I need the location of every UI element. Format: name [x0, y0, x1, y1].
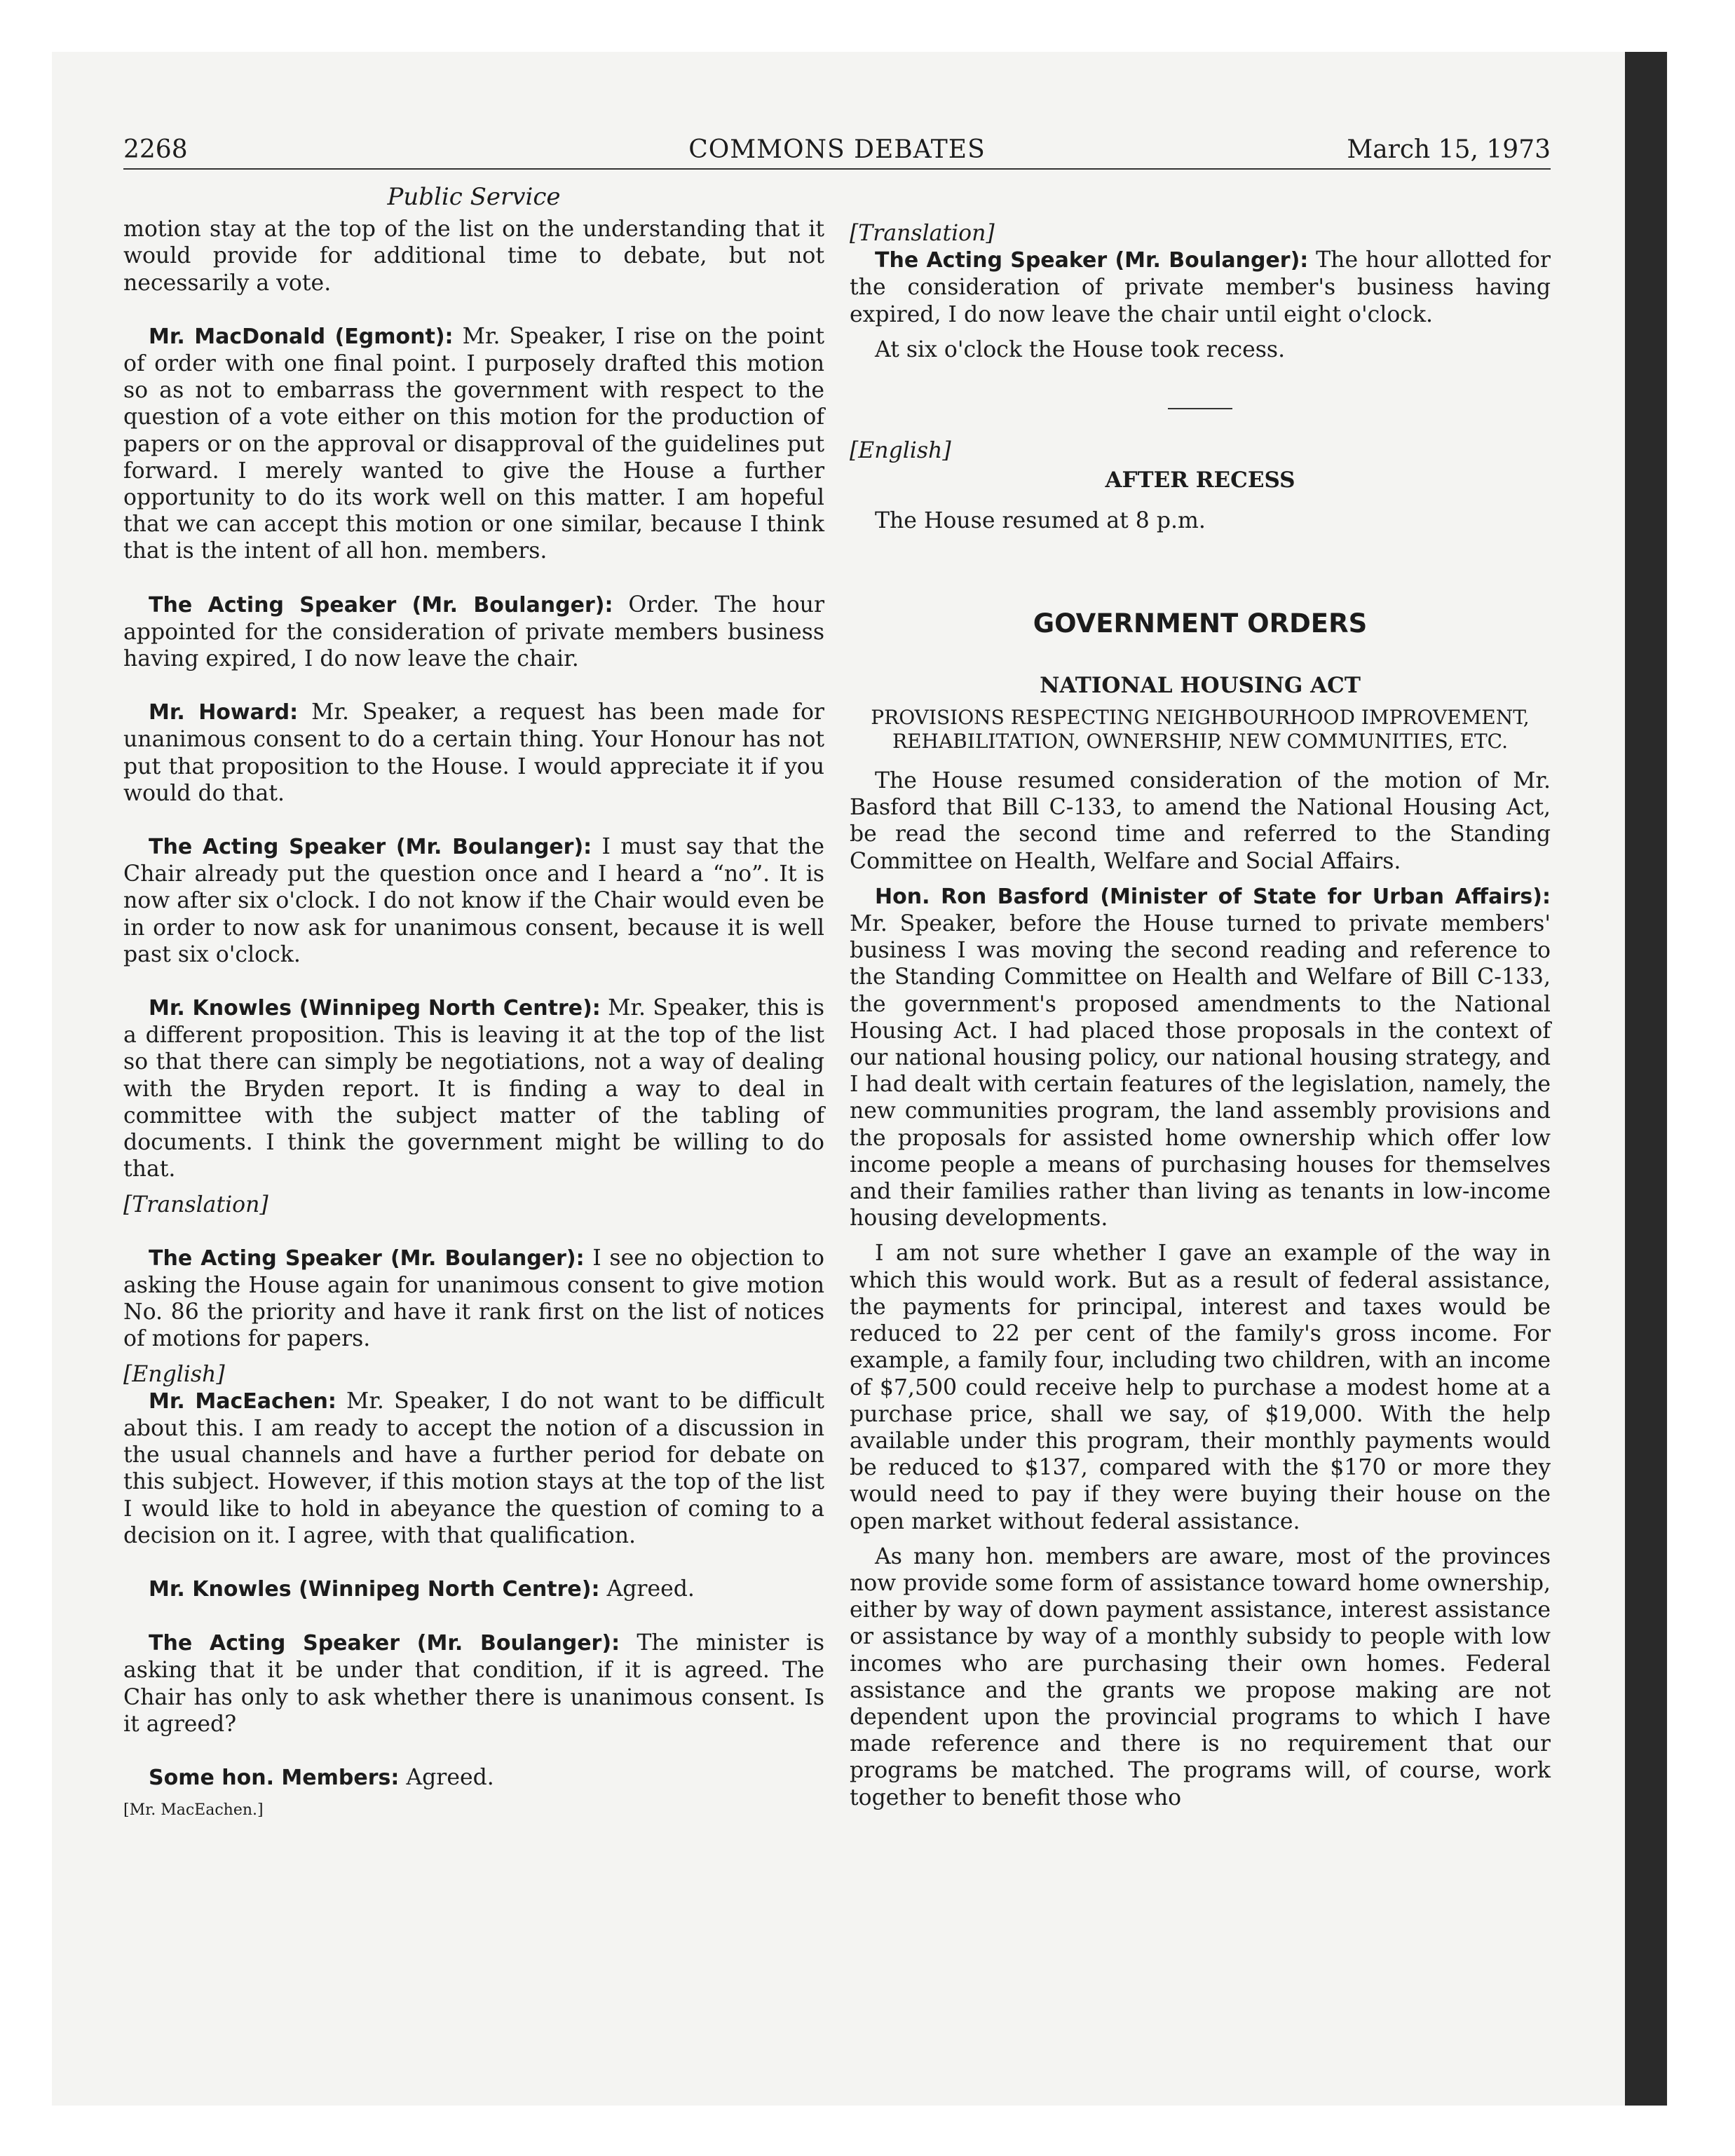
running-head: Public Service: [387, 183, 561, 211]
speech: [850, 247, 1551, 328]
page-header: [123, 132, 1551, 170]
paragraph: As many hon. members are aware, most of the provinces now provide some form of assistance toward home ownership, either by way of down payment assistance, interest assistance or assistance by way of a monthly subsidy to people with low incomes who are purchasing their own homes. Federal assistance and the grants we propose making are not dependent upon the provincial programs to which I have made reference and there is no requirement that our programs be matched. The programs will, of course, work together to benefit those who: [850, 1543, 1551, 1810]
speech-text: The minister is asking that it be under that condition, if it is agreed. The Chair has only to ask whether there is unanimous consent. Is it agreed?: [123, 1630, 824, 1737]
speech: [123, 323, 824, 565]
speech-text: Mr. Speaker, I rise on the point of order with one final point. I purposely drafted this motion so as not to embarrass the government with respect to the question of a vote either on this motion for the production of papers or on the approval or disapproval of the guidelines put forward. I merely wanted to give the House a further opportunity to do its work well on this matter. I am hopeful that we can accept this motion or one similar, because I think that is the intent of all hon. members.: [123, 323, 824, 564]
paragraph: At six o'clock the House took recess.: [875, 336, 1286, 362]
scan-edge-bar: [1625, 52, 1667, 2106]
speaker-name: Some hon. Members:: [149, 1765, 400, 1790]
speech: [123, 995, 824, 1182]
speech: [850, 883, 1551, 1232]
paragraph: The House resumed at 8 p.m.: [875, 508, 1206, 534]
speech-text: Mr. Speaker, I do not want to be difficult about this. I am ready to accept the notion of a discussion in the usual channels and have a further period for debate on this subject. However, if this motion stays at the top of the list I would like to hold in abeyance the question of coming to a decision on it. I agree, with that qualification.: [123, 1388, 824, 1548]
speech-text: Mr. Speaker, before the House turned to private members' business I was moving the second reading and reference to the Standing Committee on Health and Welfare of Bill C-133, the government's proposed amendments to the National Housing Act. I had placed those proposals in the context of our national housing policy, our national housing strategy, and I had dealt with certain features of the legislation, namely, the new communities program, the land assembly provisions and the proposals for assisted home ownership which offer low income people a means of purchasing houses for themselves and their families rather than living as tenants in low-income housing developments.: [850, 911, 1551, 1231]
after-recess-heading: AFTER RECESS: [1105, 468, 1295, 493]
speaker-name: Mr. Howard:: [149, 700, 299, 725]
speaker-name: Mr. Knowles (Winnipeg North Centre):: [149, 996, 601, 1021]
speech-text: I must say that the Chair already put the question once and I heard a “no”. It is now after six o'clock. I do not know if the Chair would even be in order to now ask for unanimous consent, because it is well past six o'clock.: [123, 834, 825, 967]
act-heading: NATIONAL HOUSING ACT: [1040, 672, 1361, 698]
speaker-name: The Acting Speaker (Mr. Boulanger):: [149, 1631, 620, 1656]
speaker-name: The Acting Speaker (Mr. Boulanger):: [149, 592, 613, 618]
paragraph: motion stay at the top of the list on the understanding that it would provide for additional time to debate, but not necessarily a vote.: [123, 217, 824, 296]
speech-text: The hour allotted for the consideration of private member's business having expired, I do now leave the chair until eight o'clock.: [850, 247, 1551, 327]
speaker-name: Hon. Ron Basford (Minister of State for Urban Affairs):: [875, 884, 1551, 909]
header-date: March 15, 1973: [1347, 135, 1551, 164]
left-column: [123, 184, 824, 1824]
publication-title: COMMONS DEBATES: [688, 135, 986, 164]
speech: [123, 833, 824, 968]
page-number: 2268: [123, 135, 188, 164]
right-column: [850, 184, 1551, 1811]
language-tag: [Translation]: [850, 221, 995, 246]
speech: [123, 1576, 824, 1603]
act-subheading: PROVISIONS RESPECTING NEIGHBOURHOOD IMPROVEMENT, REHABILITATION, OWNERSHIP, NEW COMMUNITIES, ETC.: [871, 706, 1530, 753]
speaker-name: The Acting Speaker (Mr. Boulanger):: [875, 248, 1309, 273]
language-tag: [English]: [850, 438, 951, 464]
speech: [123, 592, 824, 673]
speech-text: Mr. Speaker, this is a different proposition. This is leaving it at the top of the list so that there can simply be negotiations, not a way of dealing with the Bryden report. It is finding a way to deal in committee with the subject matter of the tabling of documents. I think the government might be willing to do that.: [123, 995, 824, 1182]
language-tag: [English]: [123, 1361, 225, 1387]
speech: [123, 1388, 824, 1549]
speaker-name: The Acting Speaker (Mr. Boulanger):: [149, 1246, 585, 1271]
speech-text: Agreed.: [399, 1764, 494, 1790]
speaker-name: The Acting Speaker (Mr. Boulanger):: [149, 835, 592, 860]
section-heading: GOVERNMENT ORDERS: [1033, 608, 1368, 639]
speaker-footnote: [Mr. MacEachen.]: [123, 1801, 264, 1820]
speech-text: Order. The hour appointed for the consideration of private members business having expired, I do now leave the chair.: [123, 592, 824, 672]
speech: [123, 1764, 824, 1792]
speaker-name: Mr. MacDonald (Egmont):: [149, 324, 454, 349]
language-tag: [Translation]: [123, 1192, 268, 1217]
paragraph: I am not sure whether I gave an example of the way in which this would work. But as a result of federal assistance, the payments for principal, interest and taxes would be reduced to 22 per cent of the family's gross income. For example, a family four, including two children, with an income of $7,500 could receive help to purchase a modest home at a purchase price, shall we say, of $19,000. With the help available under this program, their monthly payments would be reduced to $137, compared with the $170 or more they would need to pay if they were buying their house on the open market without federal assistance.: [850, 1241, 1551, 1534]
speaker-name: Mr. MacEachen:: [149, 1389, 336, 1414]
speech: [123, 699, 824, 807]
speech-text: Agreed.: [599, 1576, 695, 1602]
speech-text: Mr. Speaker, a request has been made for unanimous consent to do a certain thing. Your Honour has not put that proposition to the House. I would appreciate it if you would do that.: [123, 700, 824, 806]
speech: [123, 1630, 824, 1738]
speaker-name: Mr. Knowles (Winnipeg North Centre):: [149, 1576, 600, 1602]
paragraph: The House resumed consideration of the motion of Mr. Basford that Bill C-133, to amend the National Housing Act, be read the second time and referred to the Standing Committee on Health, Welfare and Social Affairs.: [850, 768, 1551, 874]
speech: [123, 1245, 824, 1353]
speech-text: I see no objection to asking the House again for unanimous consent to give motion No. 86 the priority and have it rank first on the list of notices of motions for papers.: [123, 1245, 824, 1352]
